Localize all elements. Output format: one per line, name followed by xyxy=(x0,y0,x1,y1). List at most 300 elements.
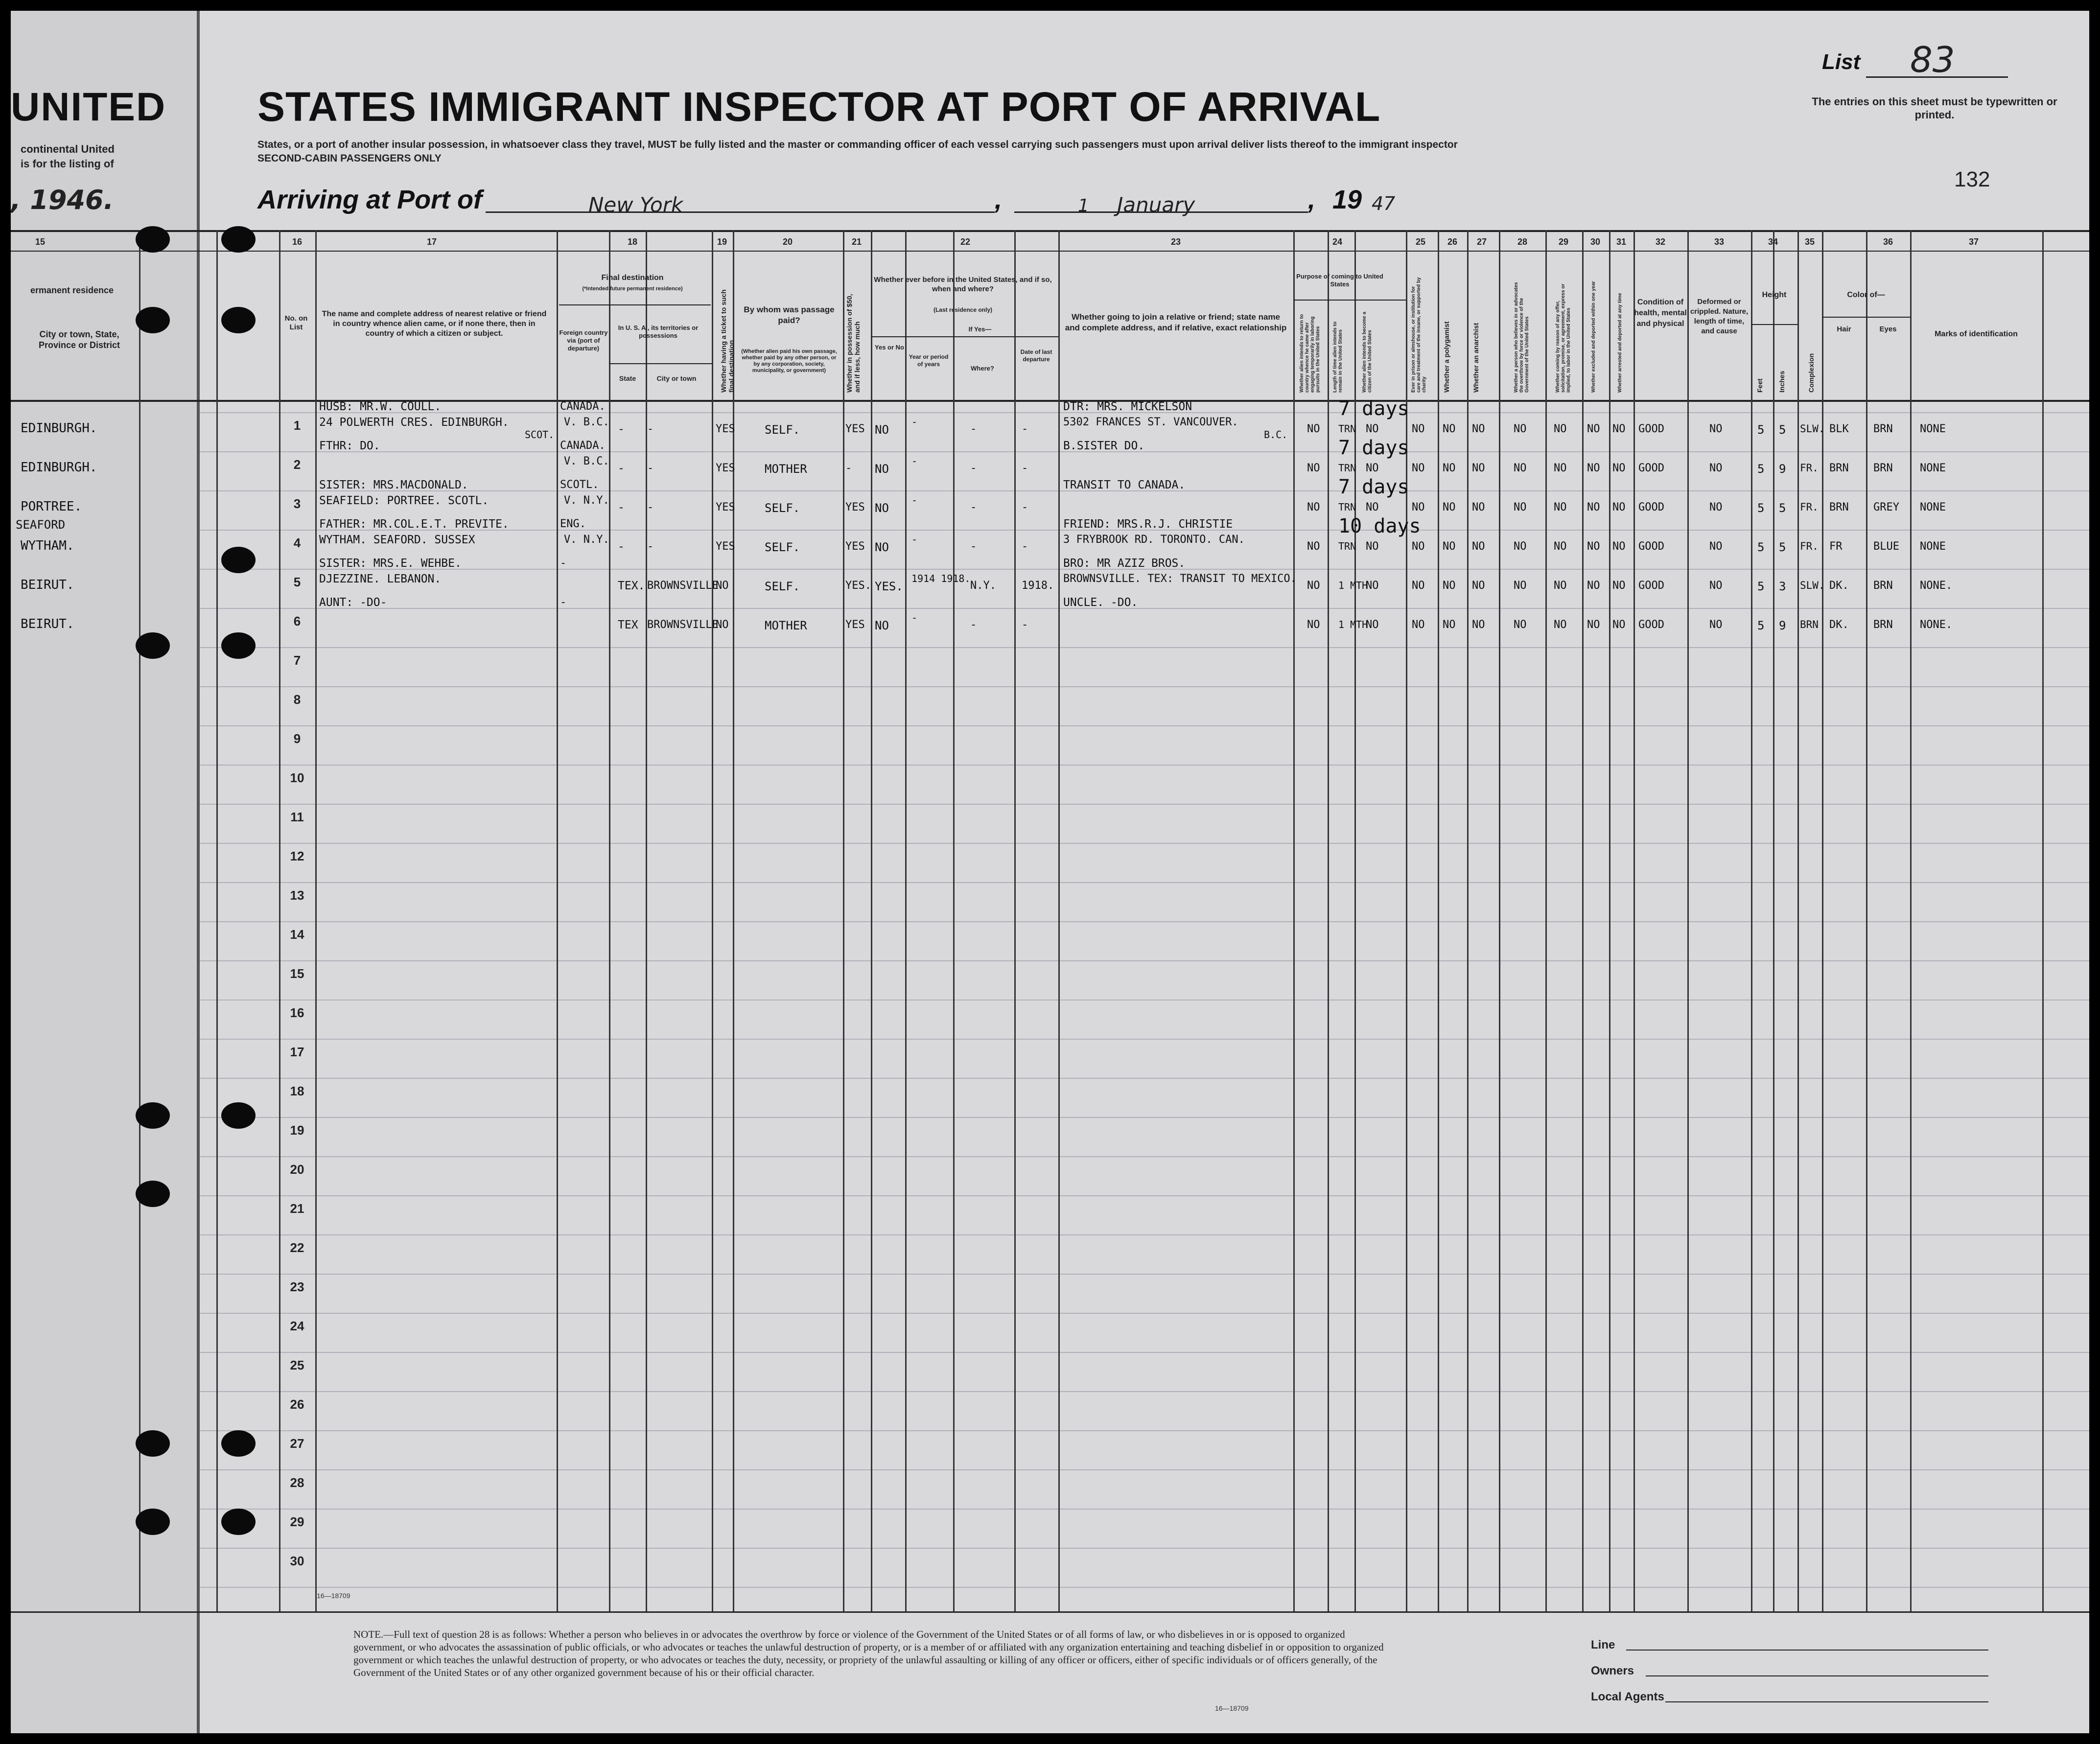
has-ticket: NO xyxy=(716,580,729,592)
column-divider xyxy=(871,230,872,1611)
health-condition: GOOD xyxy=(1638,423,1664,435)
height-inches: 5 xyxy=(1779,501,1786,515)
header-c17: The name and complete address of nearest relative or friend in country whence alien came, or if none there, then in country of which a citizen or subject. xyxy=(322,310,547,338)
years-in-us: - xyxy=(911,416,918,428)
has-fifty-dollars: - xyxy=(845,462,852,474)
punch-hole xyxy=(221,307,256,333)
row-rule xyxy=(11,921,2089,922)
row-rule xyxy=(11,725,2089,726)
row-rule xyxy=(11,1469,2089,1470)
complexion: FR. xyxy=(1800,501,1819,513)
header-c24c: Whether alien intends to become a citizen of the United States xyxy=(1362,311,1373,393)
has-fifty-dollars: YES xyxy=(845,501,865,513)
length-of-stay-handwritten: 7 days xyxy=(1338,397,1409,420)
polygamist: NO xyxy=(1443,423,1456,435)
eye-color: GREY xyxy=(1873,501,1899,513)
complexion: FR. xyxy=(1800,540,1819,552)
header-c22-date: Date of last departure xyxy=(1020,349,1052,363)
row-number: 11 xyxy=(290,810,304,824)
punch-hole xyxy=(221,1102,256,1129)
foreign-country: ENG. xyxy=(560,518,586,530)
column-number: 27 xyxy=(1476,237,1487,247)
hair-color: DK. xyxy=(1829,580,1849,592)
joining-relative: BRO: MR AZIZ BROS. xyxy=(1063,557,1186,570)
punch-hole xyxy=(136,1509,170,1535)
relative-address: 24 POLWERTH CRES. EDINBURGH. xyxy=(319,416,509,429)
passage-paid-by: MOTHER xyxy=(765,619,807,632)
height-feet: 5 xyxy=(1757,619,1765,632)
column-divider xyxy=(1687,230,1689,1611)
anarchist: NO xyxy=(1472,580,1485,592)
years-in-us: - xyxy=(911,534,918,545)
header-c19: Whether having a ticket to such final destination xyxy=(720,289,735,393)
passage-paid-by: MOTHER xyxy=(765,462,807,476)
identification-marks: NONE xyxy=(1920,423,1946,435)
question-28: NO xyxy=(1514,423,1527,435)
anarchist: NO xyxy=(1472,462,1485,474)
return-intent: NO xyxy=(1307,580,1320,592)
polygamist: NO xyxy=(1443,580,1456,592)
height-feet: 5 xyxy=(1757,540,1765,554)
row-rule xyxy=(11,1587,2089,1588)
column-number: 21 xyxy=(851,237,862,247)
residence-city: PORTREE. xyxy=(21,499,82,514)
column-number: 30 xyxy=(1590,237,1601,247)
has-ticket: YES xyxy=(716,501,735,513)
column-divider xyxy=(1797,230,1799,1611)
relative-country: SCOT. xyxy=(525,429,555,441)
joining-relative: TRANSIT TO CANADA. xyxy=(1063,479,1186,491)
row-number: 6 xyxy=(293,614,301,628)
prison-almshouse: NO xyxy=(1412,423,1425,435)
column-divider xyxy=(712,230,713,1611)
column-divider xyxy=(953,230,955,1611)
complexion: SLW. xyxy=(1800,580,1825,591)
prison-almshouse: NO xyxy=(1412,580,1425,592)
row-number: 15 xyxy=(290,966,304,981)
page-subtitle: States, or a port of another insular possession, in whatsoever class they travel, MUST be fully listed and the master or commanding officer of each vessel carrying such passengers must upon arrival deliver lists thereof to the immigrant inspector xyxy=(257,139,1458,150)
length-of-stay: TRN xyxy=(1338,423,1356,435)
length-of-stay: TRN xyxy=(1338,540,1356,552)
citizen-intent: NO xyxy=(1366,540,1379,553)
citizen-intent: NO xyxy=(1366,423,1379,435)
prison-almshouse: NO xyxy=(1412,462,1425,474)
punch-hole xyxy=(221,226,256,253)
identification-marks: NONE. xyxy=(1920,580,1953,592)
identification-marks: NONE xyxy=(1920,540,1946,553)
punch-hole xyxy=(136,1430,170,1457)
left-residence-header: ermanent residence xyxy=(30,285,114,295)
header-c35: Complexion xyxy=(1807,353,1815,393)
row-number: 20 xyxy=(290,1162,304,1177)
joining-address-tail: B.C. xyxy=(1264,429,1288,441)
line-underline xyxy=(1626,1650,1988,1651)
column-divider xyxy=(1438,230,1439,1611)
table-bottom-border xyxy=(11,1611,2089,1613)
row-rule xyxy=(11,647,2089,648)
years-in-us: - xyxy=(911,612,918,624)
row-number: 22 xyxy=(290,1240,304,1255)
port-of-departure: V. B.C. xyxy=(564,455,609,467)
where-in-us: N.Y. xyxy=(970,580,996,592)
header-c18-usa: In U. S. A., its territories or possessions xyxy=(618,324,699,339)
row-number: 5 xyxy=(293,575,301,589)
been-in-us-before: NO xyxy=(875,462,889,476)
health-condition: GOOD xyxy=(1638,540,1664,553)
column-number: 19 xyxy=(717,237,727,247)
column-number: 26 xyxy=(1447,237,1458,247)
excluded: NO xyxy=(1587,462,1600,474)
residence-city: BEIRUT. xyxy=(21,617,74,631)
manifest-sheet xyxy=(11,11,2089,1733)
line-label: Line xyxy=(1591,1638,1615,1651)
row-rule xyxy=(11,1430,2089,1431)
identification-marks: NONE xyxy=(1920,501,1946,513)
header-c22-note: (Last residence only) xyxy=(933,306,993,313)
destination-city: - xyxy=(647,423,654,435)
has-ticket: YES xyxy=(716,423,735,435)
hair-color: FR xyxy=(1829,540,1843,553)
list-number: 83 xyxy=(1910,39,1955,80)
contract-labor: NO xyxy=(1554,540,1567,553)
column-divider xyxy=(1582,230,1584,1611)
column-number: 17 xyxy=(426,237,437,247)
has-ticket: YES xyxy=(716,462,735,474)
header-subdivider xyxy=(1751,324,1797,325)
identification-marks: NONE. xyxy=(1920,619,1953,631)
column-divider xyxy=(2042,230,2044,1611)
row-rule xyxy=(11,686,2089,687)
contract-labor: NO xyxy=(1554,580,1567,592)
row-number: 26 xyxy=(290,1397,304,1412)
column-divider xyxy=(1467,230,1469,1611)
column-divider xyxy=(1328,230,1329,1611)
column-number: 22 xyxy=(960,237,971,247)
question-28: NO xyxy=(1514,619,1527,631)
joining-relative: UNCLE. -DO. xyxy=(1063,596,1138,609)
has-ticket: YES xyxy=(716,540,735,553)
residence-city: EDINBURGH. xyxy=(21,460,97,475)
row-number: 23 xyxy=(290,1279,304,1294)
years-in-us: - xyxy=(911,494,918,506)
column-divider xyxy=(1609,230,1610,1611)
column-divider xyxy=(1499,230,1500,1611)
identification-marks: NONE xyxy=(1920,462,1946,474)
height-inches: 9 xyxy=(1779,619,1786,632)
left-text-2: is for the listing of xyxy=(21,158,114,170)
left-year: , 1946. xyxy=(11,185,114,215)
height-inches: 3 xyxy=(1779,580,1786,593)
owners-label: Owners xyxy=(1591,1664,1634,1677)
header-c26: Whether a polygamist xyxy=(1443,321,1450,393)
has-fifty-dollars: YES xyxy=(845,423,865,435)
foreign-country: - xyxy=(560,557,567,569)
column-number: 20 xyxy=(782,237,793,247)
polygamist: NO xyxy=(1443,501,1456,513)
column-number: 36 xyxy=(1883,237,1893,247)
header-subdivider xyxy=(1293,300,1406,301)
destination-state: - xyxy=(618,540,625,553)
last-departure: - xyxy=(1022,619,1028,631)
header-c23: Whether going to join a relative or friend; state name and complete address, and if relative, exact relationship xyxy=(1065,312,1287,332)
been-in-us-before: NO xyxy=(875,619,889,632)
joining-relative: DTR: MRS. MICKELSON xyxy=(1063,400,1192,413)
where-in-us: - xyxy=(970,619,977,631)
polygamist: NO xyxy=(1443,619,1456,631)
return-intent: NO xyxy=(1307,501,1320,513)
header-c34: Height xyxy=(1762,291,1787,299)
column-divider xyxy=(139,230,140,1611)
excluded: NO xyxy=(1587,619,1600,631)
deported: NO xyxy=(1612,540,1626,553)
relative-name: SISTER: MRS.E. WEHBE. xyxy=(319,557,462,570)
row-number: 18 xyxy=(290,1084,304,1098)
punch-hole xyxy=(136,226,170,253)
length-of-stay: TRN xyxy=(1338,462,1356,474)
eye-color: BRN xyxy=(1873,580,1893,592)
header-c22-ifyes: If Yes— xyxy=(968,326,992,333)
been-in-us-before: NO xyxy=(875,423,889,437)
height-feet: 5 xyxy=(1757,423,1765,437)
residence-city: BEIRUT. xyxy=(21,578,74,592)
row-number: 30 xyxy=(290,1554,304,1568)
arriving-label: Arriving at Port of xyxy=(257,185,483,214)
punch-hole xyxy=(136,632,170,659)
row-rule xyxy=(11,804,2089,805)
row-number: 1 xyxy=(293,418,301,433)
column-divider xyxy=(557,230,558,1611)
column-divider xyxy=(733,230,734,1611)
has-fifty-dollars: YES xyxy=(845,619,865,631)
prison-almshouse: NO xyxy=(1412,619,1425,631)
header-c24b: Length of time alien intends to remain in the United States xyxy=(1332,322,1343,393)
last-departure: - xyxy=(1022,540,1028,553)
punch-hole xyxy=(136,1102,170,1129)
eye-color: BRN xyxy=(1873,619,1893,631)
column-number: 18 xyxy=(627,237,638,247)
punch-hole xyxy=(221,1509,256,1535)
header-c25: Ever in prison or almshouse, or institution for care and treatment of the insane, or supported by charity xyxy=(1411,277,1427,393)
header-c27: Whether an anarchist xyxy=(1472,323,1480,393)
header-c36-eyes: Eyes xyxy=(1879,325,1897,333)
punch-hole xyxy=(136,1181,170,1207)
return-intent: NO xyxy=(1307,462,1320,474)
row-number: 21 xyxy=(290,1201,304,1216)
row-number: 13 xyxy=(290,888,304,903)
comma-2: , xyxy=(1308,185,1316,214)
header-c24: Purpose of coming to United States xyxy=(1296,273,1383,288)
header-c22-year: Year or period of years xyxy=(909,353,949,368)
last-departure: - xyxy=(1022,462,1028,474)
left-text-1: continental United xyxy=(21,143,115,155)
last-departure: - xyxy=(1022,501,1028,513)
column-divider xyxy=(1545,230,1547,1611)
port-value: New York xyxy=(588,193,683,217)
header-c20: By whom was passage paid? xyxy=(744,305,835,325)
port-of-departure: V. N.Y. xyxy=(564,534,609,546)
row-rule xyxy=(11,765,2089,766)
header-c18-city: City or town xyxy=(656,374,697,382)
header-c36: Color of— xyxy=(1847,291,1885,299)
row-rule xyxy=(11,1117,2089,1118)
excluded: NO xyxy=(1587,540,1600,553)
passenger-class: SECOND-CABIN PASSENGERS ONLY xyxy=(257,153,442,164)
header-c36-hair: Hair xyxy=(1837,325,1851,333)
height-feet: 5 xyxy=(1757,462,1765,476)
foreign-country: CANADA. xyxy=(560,440,606,452)
citizen-intent: NO xyxy=(1366,462,1379,474)
column-divider xyxy=(1293,230,1295,1611)
hair-color: DK. xyxy=(1829,619,1849,631)
destination-city: - xyxy=(647,540,654,553)
header-c24a: Whether alien intends to return to country whence he came after engaging temporarily in laboring pursuits in the United States xyxy=(1299,314,1321,393)
citizen-intent: NO xyxy=(1366,619,1379,631)
column-divider xyxy=(1633,230,1635,1611)
row-rule xyxy=(11,1078,2089,1079)
column-divider xyxy=(1058,230,1060,1611)
row-number: 24 xyxy=(290,1319,304,1333)
eye-color: BRN xyxy=(1873,462,1893,474)
row-rule xyxy=(11,960,2089,961)
colnum-row-border xyxy=(11,251,2089,252)
excluded: NO xyxy=(1587,501,1600,513)
column-divider xyxy=(609,230,610,1611)
row-rule xyxy=(11,882,2089,883)
row-rule xyxy=(11,1548,2089,1549)
column-divider xyxy=(216,230,218,1611)
hair-color: BLK xyxy=(1829,423,1849,435)
contract-labor: NO xyxy=(1554,423,1567,435)
destination-state: - xyxy=(618,501,625,514)
header-c37: Marks of identification xyxy=(1935,330,2018,338)
foreign-country: SCOTL. xyxy=(560,479,599,491)
form-code-2: 16—18709 xyxy=(1215,1704,1249,1712)
column-divider xyxy=(905,230,907,1611)
contract-labor: NO xyxy=(1554,619,1567,631)
punch-hole xyxy=(221,1430,256,1457)
residence-city: WYTHAM. xyxy=(21,538,74,553)
where-in-us: - xyxy=(970,501,977,513)
relative-name: AUNT: -DO- xyxy=(319,596,387,609)
row-rule xyxy=(11,1313,2089,1314)
row-number: 19 xyxy=(290,1123,304,1138)
header-c20-note: (Whether alien paid his own passage, whether paid by any other person, or by any corporation, society, municipality, or government) xyxy=(741,349,837,373)
years-in-us: 1914 1918. xyxy=(911,573,971,584)
column-number: 32 xyxy=(1655,237,1666,247)
joining-address: 3 FRYBROOK RD. TORONTO. CAN. xyxy=(1063,534,1245,546)
column-divider xyxy=(279,230,280,1611)
deported: NO xyxy=(1612,619,1626,631)
length-of-stay-handwritten: 7 days xyxy=(1338,437,1409,459)
header-subdivider xyxy=(1822,317,1910,318)
length-of-stay: 1 MTH xyxy=(1338,580,1368,591)
where-in-us: - xyxy=(970,540,977,553)
foreign-country: CANADA. xyxy=(560,400,606,413)
row-number: 17 xyxy=(290,1045,304,1059)
relative-name: FTHR: DO. xyxy=(319,440,380,452)
page-number: 132 xyxy=(1954,167,1990,191)
joining-address: 5302 FRANCES ST. VANCOUVER. xyxy=(1063,416,1238,428)
column-divider xyxy=(1866,230,1867,1611)
joining-relative: FRIEND: MRS.R.J. CHRISTIE xyxy=(1063,518,1233,531)
hair-color: BRN xyxy=(1829,501,1849,513)
header-c18-state: State xyxy=(619,374,636,382)
header-c31: Whether arrested and deported at any time xyxy=(1617,293,1623,393)
passage-paid-by: SELF. xyxy=(765,540,800,554)
column-number: 31 xyxy=(1616,237,1627,247)
row-rule xyxy=(11,1274,2089,1275)
left-residence-sub: City or town, State, Province or District xyxy=(38,329,120,350)
destination-state: TEX. xyxy=(618,580,645,592)
relative-address: WYTHAM. SEAFORD. SUSSEX xyxy=(319,534,475,546)
left-page-fragment xyxy=(11,11,200,1733)
header-c33: Deformed or crippled. Nature, length of time, and cause xyxy=(1690,298,1749,335)
table-top-border xyxy=(11,230,2089,232)
relative-name: HUSB: MR.W. COULL. xyxy=(319,400,442,413)
agents-underline xyxy=(1665,1701,1988,1702)
column-divider xyxy=(646,230,647,1611)
column-divider xyxy=(1910,230,1912,1611)
has-fifty-dollars: YES. xyxy=(845,580,871,592)
health-condition: GOOD xyxy=(1638,580,1664,592)
left-title: UNITED xyxy=(11,85,166,129)
deformed: NO xyxy=(1709,462,1723,474)
column-number: 34 xyxy=(1768,237,1778,247)
relative-name: SISTER: MRS.MACDONALD. xyxy=(319,479,468,491)
column-divider xyxy=(1014,230,1016,1611)
passage-paid-by: SELF. xyxy=(765,501,800,515)
complexion: FR. xyxy=(1800,462,1819,474)
header-c32: Condition of health, mental and physical xyxy=(1634,298,1687,328)
deformed: NO xyxy=(1709,619,1723,631)
row-rule xyxy=(11,1509,2089,1510)
row-number: 7 xyxy=(293,653,301,668)
header-c34-feet: Feet xyxy=(1756,378,1764,393)
height-feet: 5 xyxy=(1757,501,1765,515)
return-intent: NO xyxy=(1307,540,1320,553)
eye-color: BLUE xyxy=(1873,540,1899,553)
passage-paid-by: SELF. xyxy=(765,580,800,593)
been-in-us-before: NO xyxy=(875,540,889,554)
destination-state: TEX xyxy=(618,619,638,631)
question-28: NO xyxy=(1514,540,1527,553)
comma-1: , xyxy=(995,185,1003,214)
residence-prefix: SEAFORD xyxy=(16,518,66,532)
punch-hole xyxy=(221,632,256,659)
row-number: 2 xyxy=(293,457,301,472)
row-rule xyxy=(11,1039,2089,1040)
excluded: NO xyxy=(1587,423,1600,435)
anarchist: NO xyxy=(1472,619,1485,631)
row-number: 10 xyxy=(290,770,304,785)
has-ticket: NO xyxy=(716,619,729,631)
prison-almshouse: NO xyxy=(1412,501,1425,513)
destination-city: BROWNSVILLE xyxy=(647,619,719,631)
header-c22-where: Where? xyxy=(971,365,994,372)
row-rule xyxy=(11,1391,2089,1392)
last-departure: - xyxy=(1022,423,1028,435)
hair-color: BRN xyxy=(1829,462,1849,474)
row-number: 8 xyxy=(293,692,301,707)
polygamist: NO xyxy=(1443,540,1456,553)
last-departure: 1918. xyxy=(1022,580,1054,592)
has-fifty-dollars: YES xyxy=(845,540,865,553)
header-c22: Whether ever before in the United States, and if so, when and where? xyxy=(874,276,1052,293)
header-c29: Whether coming by reason of any offer, solicitation, promise, or agreement, express or implied, to labor in the United States xyxy=(1555,283,1571,393)
typewritten-note: The entries on this sheet must be typewritten or printed. xyxy=(1812,95,2057,121)
deformed: NO xyxy=(1709,423,1723,435)
question-28: NO xyxy=(1514,501,1527,513)
